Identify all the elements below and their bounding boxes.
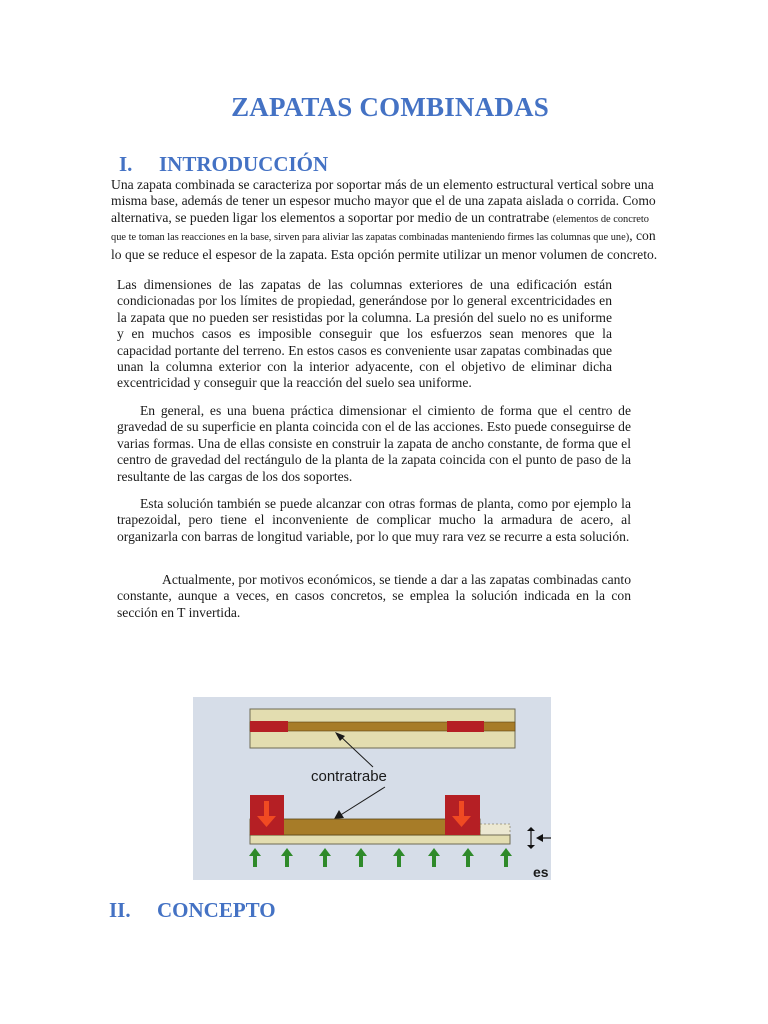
section-heading-concepto bbox=[109, 898, 276, 923]
section-title: INTRODUCCIÓN bbox=[159, 152, 329, 176]
intro-text-part3: , con lo que se reduce el espesor de la zapata. Esta opción permite utilizar un menor volumen de concreto. bbox=[111, 228, 658, 262]
section-footing bbox=[250, 835, 510, 844]
section-footing-extension bbox=[480, 824, 510, 836]
plan-column-right bbox=[447, 721, 484, 732]
paragraph-en-general: En general, es una buena práctica dimensionar el cimiento de forma que el centro de gravedad de su superficie en planta coincida con el de las acciones. Esto puede conseguirse de varias formas. Una de ellas consiste en construir la zapata de ancho constante, de forma que el centro de gravedad del rectángulo de la planta de la zapata coincida con el punto de paso de la resultante de las cargas de los dos soportes. bbox=[117, 403, 631, 484]
section-title: CONCEPTO bbox=[157, 898, 276, 922]
contratrabe-label: contratrabe bbox=[311, 768, 387, 785]
combined-footing-figure bbox=[193, 697, 551, 880]
intro-text-part1: Una zapata combinada se caracteriza por soportar más de un elemento estructural vertical sobre una misma base, además de tener un espesor mucho mayor que el de una zapata aislada o corrida. Como alternativa, se pueden ligar los elementos a soportar por medio de un contratrabe bbox=[111, 177, 656, 225]
contratrabe-definition: (elementos de concreto que te toman las reacciones en la base, sirven para aliviar las zapatas combinadas manteniendo firmes las columnas que une) bbox=[111, 213, 649, 244]
section-number: II. bbox=[109, 898, 131, 922]
intro-paragraph bbox=[111, 177, 663, 263]
thickness-label: es bbox=[533, 864, 549, 880]
paragraph-dimensiones: Las dimensiones de las zapatas de las columnas exteriores de una edificación están condicionadas por los límites de propiedad, generándose por lo general excentricidades en la zapata que no pueden ser resistidas por la columna. La presión del suelo no es uniforme y en muchos casos es imposible conseguir que los esfuerzos sean menores que la capacidad portante del terreno. En estos casos es conveniente usar zapatas combinadas que unan la columna exterior con la interior adyacente, con el objetivo de eliminar dicha excentricidad y conseguir que la reacción del suelo sea uniforme. bbox=[117, 277, 612, 391]
plan-column-left bbox=[250, 721, 288, 732]
document-title: ZAPATAS COMBINADAS bbox=[231, 92, 549, 122]
section-heading-introduccion bbox=[119, 152, 328, 177]
paragraph-actualmente: Actualmente, por motivos económicos, se tiende a dar a las zapatas combinadas canto constante, aunque a veces, en casos concretos, se emplea la solución indicada en la con sección en T invertida. bbox=[117, 572, 631, 620]
paragraph-esta-solucion: Esta solución también se puede alcanzar con otras formas de planta, como por ejemplo la trapezoidal, pero tiene el inconveniente de complicar mucho la armadura de acero, al organizarla con barras de longitud variable, por lo que muy rara vez se recurre a esta solución. bbox=[117, 496, 631, 544]
plan-view bbox=[250, 709, 515, 748]
section-number: I. bbox=[119, 152, 133, 176]
